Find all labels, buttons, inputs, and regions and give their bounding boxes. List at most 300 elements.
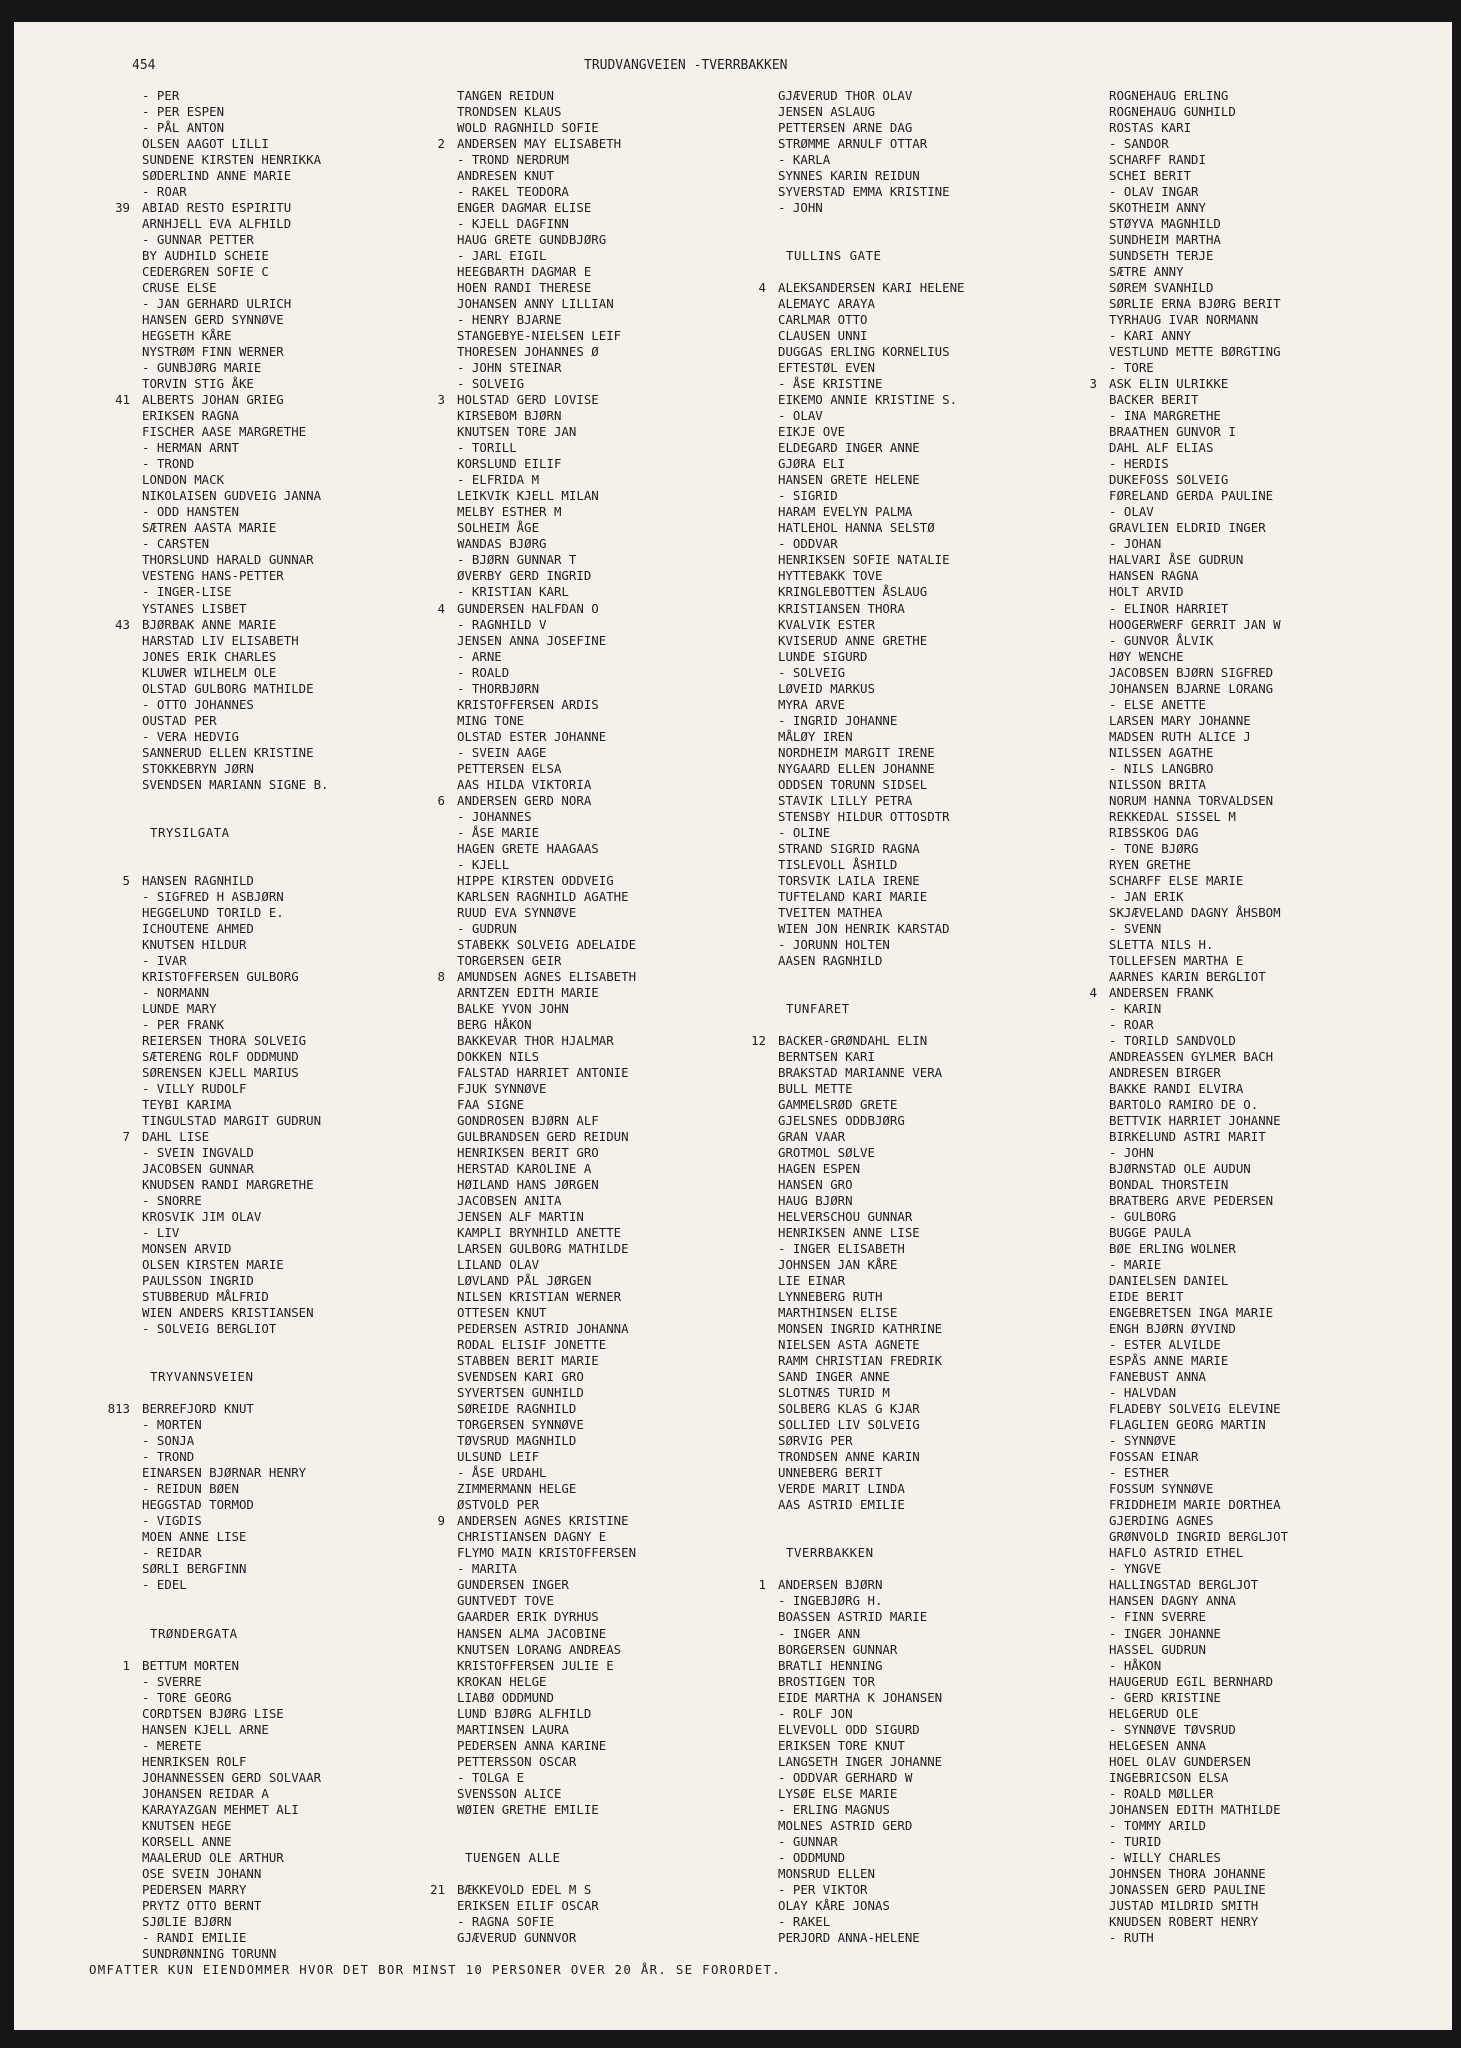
resident-name: BIRKELUND ASTRI MARIT <box>1109 1129 1266 1145</box>
resident-name: OLSEN KIRSTEN MARIE <box>142 1257 284 1273</box>
resident-entry <box>1109 1754 1288 1770</box>
resident-name: ANDERSEN GERD NORA <box>457 792 592 808</box>
resident-entry <box>1109 809 1288 825</box>
resident-name: - ODDMUND <box>778 1849 846 1865</box>
resident-name: HANSEN GRETE HELENE <box>778 472 920 488</box>
resident-name: GUNDERSEN HALFDAN O <box>457 600 599 616</box>
resident-entry <box>142 1754 329 1770</box>
resident-entry <box>778 504 965 520</box>
resident-name: HARSTAD LIV ELISABETH <box>142 632 299 648</box>
house-number: 12 <box>751 1032 766 1048</box>
resident-entry <box>457 440 636 456</box>
resident-entry <box>778 1049 965 1065</box>
resident-entry <box>1109 1882 1288 1898</box>
resident-name: TRONDSEN KLAUS <box>457 104 562 120</box>
resident-name: GAMMELSRØD GRETE <box>778 1096 898 1112</box>
resident-name: GUNDERSEN INGER <box>457 1577 569 1593</box>
resident-entry <box>142 1257 329 1273</box>
resident-name: - NORMANN <box>142 984 210 1000</box>
resident-name: SØRLI BERGFINN <box>142 1561 247 1577</box>
resident-name: ENGER DAGMAR ELISE <box>457 200 592 216</box>
resident-entry <box>778 1626 965 1642</box>
resident-entry <box>778 1658 965 1674</box>
resident-name: - SONJA <box>142 1433 195 1449</box>
resident-name: - TORE GEORG <box>142 1689 232 1705</box>
resident-entry <box>758 1577 965 1593</box>
resident-name: OLSTAD GULBORG MATHILDE <box>142 680 314 696</box>
resident-name: DUGGAS ERLING KORNELIUS <box>778 344 950 360</box>
resident-entry <box>142 376 329 392</box>
resident-entry <box>1109 1658 1288 1674</box>
column-2 <box>430 88 637 1946</box>
resident-name: PEDERSEN ASTRID JOHANNA <box>457 1321 629 1337</box>
resident-name: ALBERTS JOHAN GRIEG <box>142 392 284 408</box>
resident-entry <box>142 729 329 745</box>
resident-name: CRUSE ELSE <box>142 280 217 296</box>
resident-name: KAMPLI BRYNHILD ANETTE <box>457 1225 622 1241</box>
resident-entry <box>142 168 329 184</box>
resident-entry <box>122 1129 329 1145</box>
resident-name: - ODDVAR <box>778 536 838 552</box>
resident-name: HOLSTAD GERD LOVISE <box>457 392 599 408</box>
resident-name: MONSEN INGRID KATHRINE <box>778 1321 943 1337</box>
resident-entry <box>142 1818 329 1834</box>
resident-name: SØRVIG PER <box>778 1433 853 1449</box>
resident-entry <box>142 232 329 248</box>
resident-entry <box>1109 761 1288 777</box>
resident-entry <box>1109 440 1288 456</box>
resident-entry <box>457 88 636 104</box>
resident-entry <box>1109 280 1288 296</box>
resident-entry <box>1109 1161 1288 1177</box>
resident-name: - SVENN <box>1109 920 1162 936</box>
resident-entry <box>778 1161 965 1177</box>
blank-line <box>142 1609 329 1625</box>
resident-name: - ESTER ALVILDE <box>1109 1337 1221 1353</box>
resident-entry <box>1109 360 1288 376</box>
resident-entry <box>142 408 329 424</box>
resident-name: HANSEN DAGNY ANNA <box>1109 1593 1236 1609</box>
resident-name: KVALVIK ESTER <box>778 616 875 632</box>
resident-entry <box>457 456 636 472</box>
resident-entry <box>142 1497 329 1513</box>
resident-name: KLUWER WILHELM OLE <box>142 664 277 680</box>
blank-line <box>457 1866 636 1882</box>
resident-name: PEDERSEN ANNA KARINE <box>457 1737 607 1753</box>
resident-entry <box>142 745 329 761</box>
resident-entry <box>778 1193 965 1209</box>
resident-entry <box>142 1802 329 1818</box>
resident-name: HASSEL GUDRUN <box>1109 1641 1206 1657</box>
resident-name: OLAY KÅRE JONAS <box>778 1897 890 1913</box>
resident-name: EIDE BERIT <box>1109 1289 1184 1305</box>
resident-name: ZIMMERMANN HELGE <box>457 1481 577 1497</box>
resident-entry <box>1109 488 1288 504</box>
resident-name: OSE SVEIN JOHANN <box>142 1865 262 1881</box>
resident-entry <box>1109 248 1288 264</box>
resident-entry <box>457 344 636 360</box>
resident-entry <box>142 1305 329 1321</box>
resident-entry <box>1109 1481 1288 1497</box>
resident-name: BORGERSEN GUNNAR <box>778 1641 898 1657</box>
resident-entry <box>778 1930 965 1946</box>
resident-name: MOEN ANNE LISE <box>142 1529 247 1545</box>
resident-entry <box>142 184 329 200</box>
resident-name: ROGNEHAUG GUNHILD <box>1109 104 1236 120</box>
resident-name: AAS HILDA VIKTORIA <box>457 776 592 792</box>
resident-entry <box>142 456 329 472</box>
resident-name: STRØMME ARNULF OTTAR <box>778 136 928 152</box>
resident-entry <box>457 1609 636 1625</box>
resident-entry <box>778 360 965 376</box>
resident-entry <box>142 1193 329 1209</box>
resident-name: STANGEBYE-NIELSEN LEIF <box>457 328 622 344</box>
resident-name: ELVEVOLL ODD SIGURD <box>778 1721 920 1737</box>
resident-name: BAKKEVAR THOR HJALMAR <box>457 1032 614 1048</box>
resident-name: KARLSEN RAGNHILD AGATHE <box>457 888 629 904</box>
resident-entry <box>457 568 636 584</box>
resident-name: BETTUM MORTEN <box>142 1657 239 1673</box>
resident-entry <box>457 536 636 552</box>
resident-name: NORDHEIM MARGIT IRENE <box>778 744 935 760</box>
resident-entry <box>437 136 636 152</box>
street-heading <box>142 825 329 841</box>
resident-name: THORSLUND HARALD GUNNAR <box>142 552 314 568</box>
resident-name: KNUTSEN TORE JAN <box>457 424 577 440</box>
resident-entry <box>778 649 965 665</box>
resident-entry <box>142 488 329 504</box>
resident-name: - SNORRE <box>142 1193 202 1209</box>
resident-name: BONDAL THORSTEIN <box>1109 1177 1229 1193</box>
resident-entry <box>778 1433 965 1449</box>
resident-entry <box>142 1706 329 1722</box>
resident-entry <box>457 857 636 873</box>
resident-name: LØVLAND PÅL JØRGEN <box>457 1273 592 1289</box>
resident-entry <box>1109 825 1288 841</box>
resident-entry <box>122 872 329 889</box>
resident-entry <box>142 1770 329 1786</box>
house-number: 5 <box>122 872 130 888</box>
resident-name: MING TONE <box>457 712 525 728</box>
resident-name: PEDERSEN MARRY <box>142 1881 247 1897</box>
resident-entry <box>778 88 965 104</box>
resident-entry <box>142 1850 329 1866</box>
resident-name: - ODD HANSTEN <box>142 504 239 520</box>
blank-line <box>142 1593 329 1609</box>
resident-entry <box>142 649 329 665</box>
resident-entry <box>1109 1465 1288 1481</box>
resident-entry <box>1109 1113 1288 1129</box>
resident-entry <box>457 681 636 697</box>
resident-name: TINGULSTAD MARGIT GUDRUN <box>142 1113 322 1128</box>
resident-entry <box>457 697 636 713</box>
column-1 <box>107 88 329 1962</box>
resident-name: - RAKEL <box>778 1913 831 1929</box>
resident-entry <box>1109 777 1288 793</box>
resident-name: JOHANSEN BJARNE LORANG <box>1109 680 1274 696</box>
resident-entry <box>1109 601 1288 617</box>
resident-entry <box>1109 1593 1288 1609</box>
resident-name: GULBRANDSEN GERD REIDUN <box>457 1129 629 1145</box>
resident-name: CORDTSEN BJØRG LISE <box>142 1705 284 1721</box>
resident-entry <box>142 1898 329 1914</box>
resident-entry <box>778 953 965 969</box>
resident-name: MAALERUD OLE ARTHUR <box>142 1849 284 1865</box>
resident-entry <box>142 1866 329 1882</box>
resident-name: - VERA HEDVIG <box>142 728 239 744</box>
resident-name: ALEMAYC ARAYA <box>778 296 875 312</box>
resident-entry <box>778 1898 965 1914</box>
resident-name: HELGESEN ANNA <box>1109 1737 1206 1753</box>
resident-entry <box>1109 1033 1288 1049</box>
resident-entry <box>778 1177 965 1193</box>
resident-name: BRAKSTAD MARIANNE VERA <box>778 1064 943 1080</box>
resident-name: LUNDE MARY <box>142 1000 217 1016</box>
resident-entry <box>437 392 636 408</box>
resident-name: FLADEBY SOLVEIG ELEVINE <box>1109 1401 1281 1417</box>
resident-entry <box>457 1081 636 1097</box>
resident-entry <box>778 1145 965 1161</box>
resident-name: JOHANNESSEN GERD SOLVAAR <box>142 1769 322 1785</box>
street-heading <box>778 248 965 264</box>
resident-name: - GULBORG <box>1109 1209 1177 1225</box>
resident-name: STØYVA MAGNHILD <box>1109 216 1221 232</box>
blank-line <box>457 1818 636 1834</box>
resident-entry <box>778 200 965 216</box>
resident-name: NIELSEN ASTA AGNETE <box>778 1337 920 1353</box>
resident-entry <box>778 1850 965 1866</box>
resident-entry <box>457 328 636 344</box>
resident-name: HAGEN GRETE HAAGAAS <box>457 840 599 856</box>
resident-name: TORSVIK LAILA IRENE <box>778 872 920 888</box>
resident-entry <box>457 1497 636 1513</box>
resident-name: BUGGE PAULA <box>1109 1225 1192 1241</box>
resident-entry <box>142 1561 329 1577</box>
resident-name: - TORILD SANDVOLD <box>1109 1032 1236 1048</box>
resident-entry <box>1109 1321 1288 1337</box>
resident-name: HELGERUD OLE <box>1109 1705 1199 1721</box>
street-name: TUNFARET <box>786 1000 850 1016</box>
resident-name: HANSEN RAGNA <box>1109 568 1199 584</box>
resident-entry <box>437 968 637 985</box>
resident-name: - CARSTEN <box>142 536 210 552</box>
resident-entry <box>142 1049 329 1065</box>
resident-entry <box>457 1786 636 1802</box>
resident-entry <box>457 1577 636 1593</box>
resident-name: - GUNNAR PETTER <box>142 232 254 248</box>
resident-entry <box>457 729 636 745</box>
resident-name: - INGER ELISABETH <box>778 1241 905 1257</box>
resident-name: LILAND OLAV <box>457 1257 540 1273</box>
resident-entry <box>457 921 636 937</box>
resident-name: - ÅSE URDAHL <box>457 1465 547 1481</box>
resident-entry <box>457 200 636 216</box>
resident-entry <box>430 1881 636 1898</box>
resident-name: LYSØE ELSE MARIE <box>778 1785 898 1801</box>
page-number: 454 <box>132 58 156 73</box>
resident-name: DAHL LISE <box>142 1129 210 1145</box>
resident-name: - HALVDAN <box>1109 1385 1177 1401</box>
resident-name: HOEL OLAV GUNDERSEN <box>1109 1753 1251 1769</box>
resident-name: - WILLY CHARLES <box>1109 1849 1221 1865</box>
resident-entry <box>457 1690 636 1706</box>
resident-entry <box>1109 472 1288 488</box>
resident-entry <box>778 777 965 793</box>
resident-name: LYNNEBERG RUTH <box>778 1289 883 1305</box>
resident-name: - BJØRN GUNNAR T <box>457 552 577 568</box>
resident-name: SÆTREN AASTA MARIE <box>142 520 277 536</box>
resident-name: SOLBERG KLAS G KJAR <box>778 1401 920 1417</box>
resident-name: LEIKVIK KJELL MILAN <box>457 488 599 504</box>
resident-name: ANDERSEN AGNES KRISTINE <box>457 1513 629 1529</box>
house-number: 8 <box>437 968 445 984</box>
resident-name: BRATLI HENNING <box>778 1657 883 1673</box>
resident-entry <box>1109 1081 1288 1097</box>
house-number: 41 <box>115 392 130 408</box>
resident-entry <box>457 1129 636 1145</box>
resident-name: TUFTELAND KARI MARIE <box>778 888 928 904</box>
resident-name: FØRELAND GERDA PAULINE <box>1109 488 1274 504</box>
resident-name: - JOHN <box>778 200 823 216</box>
resident-name: MARTHINSEN ELISE <box>778 1305 898 1321</box>
resident-entry <box>778 1321 965 1337</box>
resident-entry <box>1109 1353 1288 1369</box>
resident-entry <box>457 120 636 136</box>
house-number: 43 <box>115 616 130 632</box>
resident-name: SVENDSEN MARIANN SIGNE B. <box>142 776 329 792</box>
resident-entry <box>457 1545 636 1561</box>
resident-name: JACOBSEN BJØRN SIGFRED <box>1109 664 1274 680</box>
resident-entry <box>1109 633 1288 649</box>
resident-name: GJERDING AGNES <box>1109 1513 1214 1529</box>
resident-entry <box>457 184 636 200</box>
resident-name: VESTENG HANS-PETTER <box>142 568 284 584</box>
resident-entry <box>457 1529 636 1545</box>
resident-name: GRØNVOLD INGRID BERGLJOT <box>1109 1529 1289 1545</box>
resident-name: - ARNE <box>457 648 502 664</box>
resident-name: SUNDSETH TERJE <box>1109 248 1214 264</box>
blank-line <box>778 1513 965 1529</box>
resident-name: ODDSEN TORUNN SIDSEL <box>778 776 928 792</box>
resident-name: STRAND SIGRID RAGNA <box>778 840 920 856</box>
resident-name: - SYNNØVE TØVSRUD <box>1109 1721 1236 1737</box>
house-number: 3 <box>1089 376 1097 392</box>
resident-entry <box>778 1209 965 1225</box>
resident-entry <box>1109 1529 1288 1545</box>
resident-entry <box>457 953 636 969</box>
resident-entry <box>1109 424 1288 440</box>
resident-entry <box>457 1353 636 1369</box>
resident-name: - GUNNAR <box>778 1833 838 1849</box>
resident-entry <box>778 1257 965 1273</box>
resident-name: JACOBSEN ANITA <box>457 1193 562 1209</box>
resident-name: RODAL ELISIF JONETTE <box>457 1337 607 1353</box>
resident-entry <box>457 1289 636 1305</box>
resident-entry <box>778 1818 965 1834</box>
resident-name: - SIGRID <box>778 488 838 504</box>
resident-entry <box>778 1802 965 1818</box>
resident-entry <box>457 1209 636 1225</box>
street-name: TRYVANNSVEIEN <box>150 1369 254 1385</box>
resident-name: BÆKKEVOLD EDEL M S <box>457 1881 592 1897</box>
resident-entry <box>778 328 965 344</box>
resident-name: MADSEN RUTH ALICE J <box>1109 728 1251 744</box>
resident-entry <box>1109 665 1288 681</box>
resident-entry <box>778 344 965 360</box>
resident-name: WOLD RAGNHILD SOFIE <box>457 120 599 136</box>
resident-name: SLOTNÆS TURID M <box>778 1385 890 1401</box>
column-4 <box>1089 88 1289 1946</box>
resident-entry <box>778 408 965 424</box>
resident-entry <box>457 1401 636 1417</box>
resident-name: PETTERSEN ARNE DAG <box>778 120 913 136</box>
resident-name: EIKEMO ANNIE KRISTINE S. <box>778 392 958 408</box>
resident-entry <box>142 1417 329 1433</box>
resident-entry <box>778 921 965 937</box>
resident-name: - PER <box>142 88 180 103</box>
resident-name: - ELINOR HARRIET <box>1109 600 1229 616</box>
resident-name: - ROLF JON <box>778 1705 853 1721</box>
resident-entry <box>457 1337 636 1353</box>
resident-name: SVENDSEN KARI GRO <box>457 1369 584 1385</box>
resident-name: NYGAARD ELLEN JOHANNE <box>778 760 935 776</box>
resident-entry <box>1109 1802 1288 1818</box>
resident-entry <box>1109 1369 1288 1385</box>
resident-name: - YNGVE <box>1109 1561 1162 1577</box>
resident-name: GJØRA ELI <box>778 456 846 472</box>
resident-entry <box>1109 568 1288 584</box>
resident-entry <box>778 536 965 552</box>
resident-name: HEGGSTAD TORMOD <box>142 1497 254 1513</box>
resident-entry <box>778 296 965 312</box>
resident-entry <box>115 616 329 633</box>
resident-entry <box>778 136 965 152</box>
resident-name: BROSTIGEN TOR <box>778 1673 875 1689</box>
resident-name: VESTLUND METTE BØRGTING <box>1109 344 1281 360</box>
resident-name: KNUDSEN RANDI MARGRETHE <box>142 1177 314 1193</box>
resident-name: EFTESTØL EVEN <box>778 360 875 376</box>
resident-name: BERREFJORD KNUT <box>142 1401 254 1417</box>
resident-entry <box>457 1113 636 1129</box>
resident-entry <box>457 1017 636 1033</box>
resident-entry <box>778 1770 965 1786</box>
resident-name: BULL METTE <box>778 1080 853 1096</box>
street-heading <box>778 1001 965 1017</box>
blank-line <box>778 1561 965 1577</box>
resident-name: - JAN ERIK <box>1109 888 1184 904</box>
resident-name: STABBEN BERIT MARIE <box>457 1353 599 1369</box>
resident-name: HANSEN KJELL ARNE <box>142 1721 269 1737</box>
resident-entry <box>1109 1497 1288 1513</box>
resident-name: BERG HÅKON <box>457 1016 532 1032</box>
resident-entry <box>142 152 329 168</box>
resident-name: - HERMAN ARNT <box>142 440 239 456</box>
resident-entry <box>457 312 636 328</box>
resident-name: - TONE BJØRG <box>1109 840 1199 856</box>
resident-entry <box>457 1033 636 1049</box>
resident-entry <box>457 1770 636 1786</box>
resident-entry <box>142 1113 329 1129</box>
resident-entry <box>142 1433 329 1449</box>
resident-name: KROKAN HELGE <box>457 1673 547 1689</box>
resident-name: ARNTZEN EDITH MARIE <box>457 984 599 1000</box>
running-head: TRUDVANGVEIEN -TVERRBAKKEN <box>584 58 788 73</box>
resident-entry <box>457 1658 636 1674</box>
resident-name: - VIGDIS <box>142 1513 202 1529</box>
resident-name: JOHANSEN EDITH MATHILDE <box>1109 1801 1281 1817</box>
resident-entry <box>142 665 329 681</box>
resident-name: LØVEID MARKUS <box>778 680 875 696</box>
